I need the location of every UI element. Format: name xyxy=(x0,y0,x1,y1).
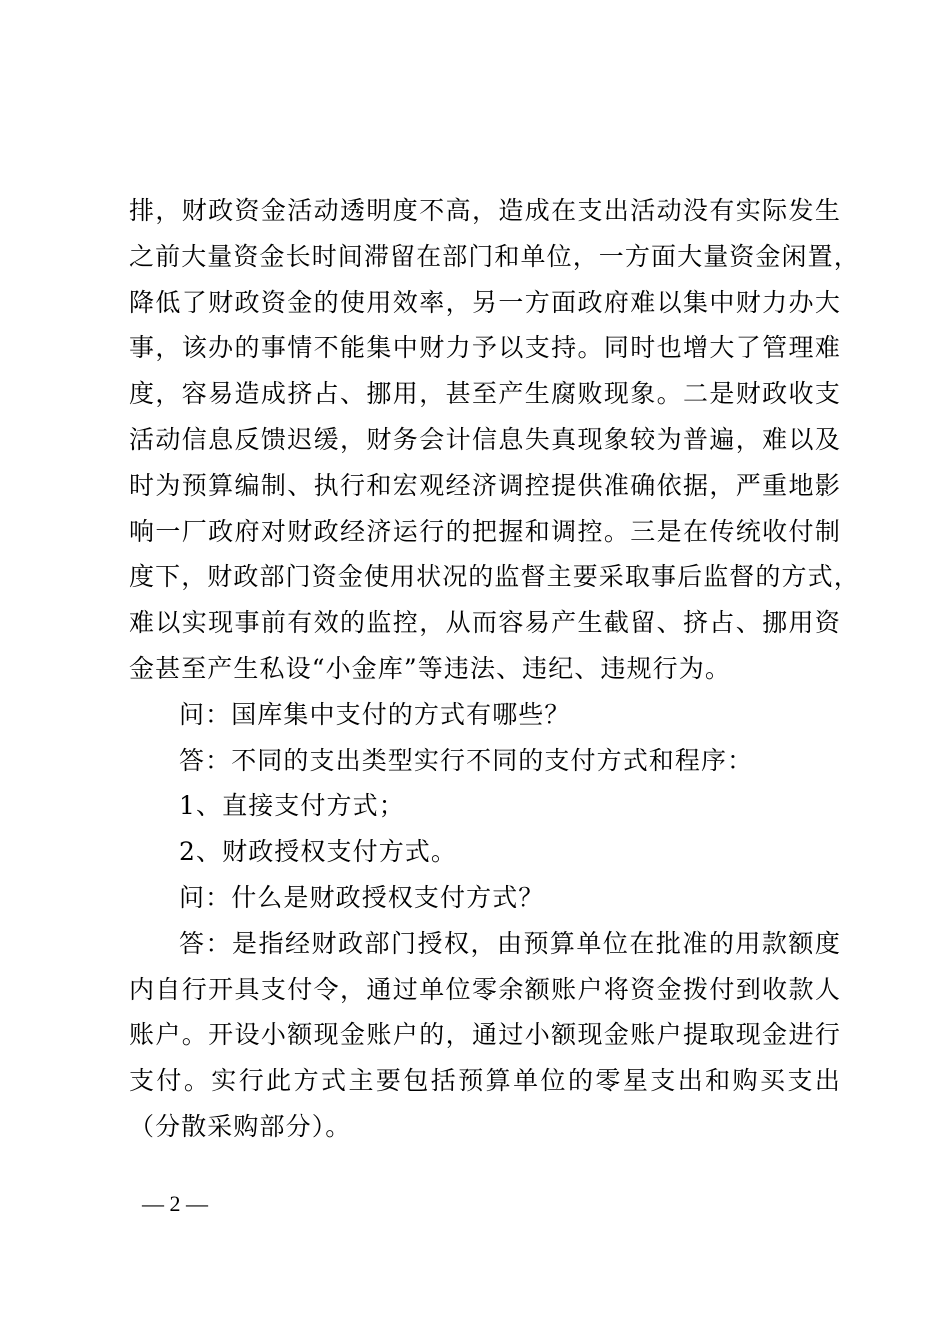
text-line: 度，容易造成挤占、挪用，甚至产生腐败现象。二是财政收支 xyxy=(129,379,841,409)
page-number: — 2 — xyxy=(142,1191,208,1216)
question-line: 问：国库集中支付的方式有哪些？ xyxy=(179,699,571,729)
answer-line: 答：是指经财政部门授权，由预算单位在批准的用款额度 xyxy=(179,928,841,958)
text-line: 内自行开具支付令，通过单位零余额账户将资金拨付到收款人 xyxy=(129,974,841,1004)
list-item: 2、财政授权支付方式。 xyxy=(179,837,458,867)
text-line: 排，财政资金活动透明度不高，造成在支出活动没有实际发生 xyxy=(129,196,841,225)
text-line: 金甚至产生私设“小金库”等违法、违纪、违规行为。 xyxy=(129,653,731,683)
question-line: 问：什么是财政授权支付方式？ xyxy=(179,882,545,912)
text-line: 活动信息反馈迟缓，财务会计信息失真现象较为普遍，难以及 xyxy=(129,424,841,454)
answer-line: 答：不同的支出类型实行不同的支付方式和程序： xyxy=(179,745,754,775)
text-line: （分散采购部分）。 xyxy=(129,1111,352,1141)
text-line: 响一厂政府对财政经济运行的把握和调控。三是在传统收付制 xyxy=(129,516,841,546)
text-line: 支付。实行此方式主要包括预算单位的零星支出和购买支出 xyxy=(129,1066,841,1096)
list-item: 1、直接支付方式； xyxy=(179,791,405,821)
text-line: 之前大量资金长时间滞留在部门和单位，一方面大量资金闲置， xyxy=(129,241,860,271)
text-line: 账户。开设小额现金账户的，通过小额现金账户提取现金进行 xyxy=(129,1020,841,1050)
text-line: 度下，财政部门资金使用状况的监督主要采取事后监督的方式， xyxy=(129,562,860,592)
text-line: 难以实现事前有效的监控，从而容易产生截留、挤占、挪用资 xyxy=(129,608,841,638)
body-text xyxy=(129,188,860,1150)
text-line: 降低了财政资金的使用效率，另一方面政府难以集中财力办大 xyxy=(129,287,841,317)
text-line: 事，该办的事情不能集中财力予以支持。同时也增大了管理难 xyxy=(129,333,841,363)
text-line: 时为预算编制、执行和宏观经济调控提供准确依据，严重地影 xyxy=(129,470,841,500)
